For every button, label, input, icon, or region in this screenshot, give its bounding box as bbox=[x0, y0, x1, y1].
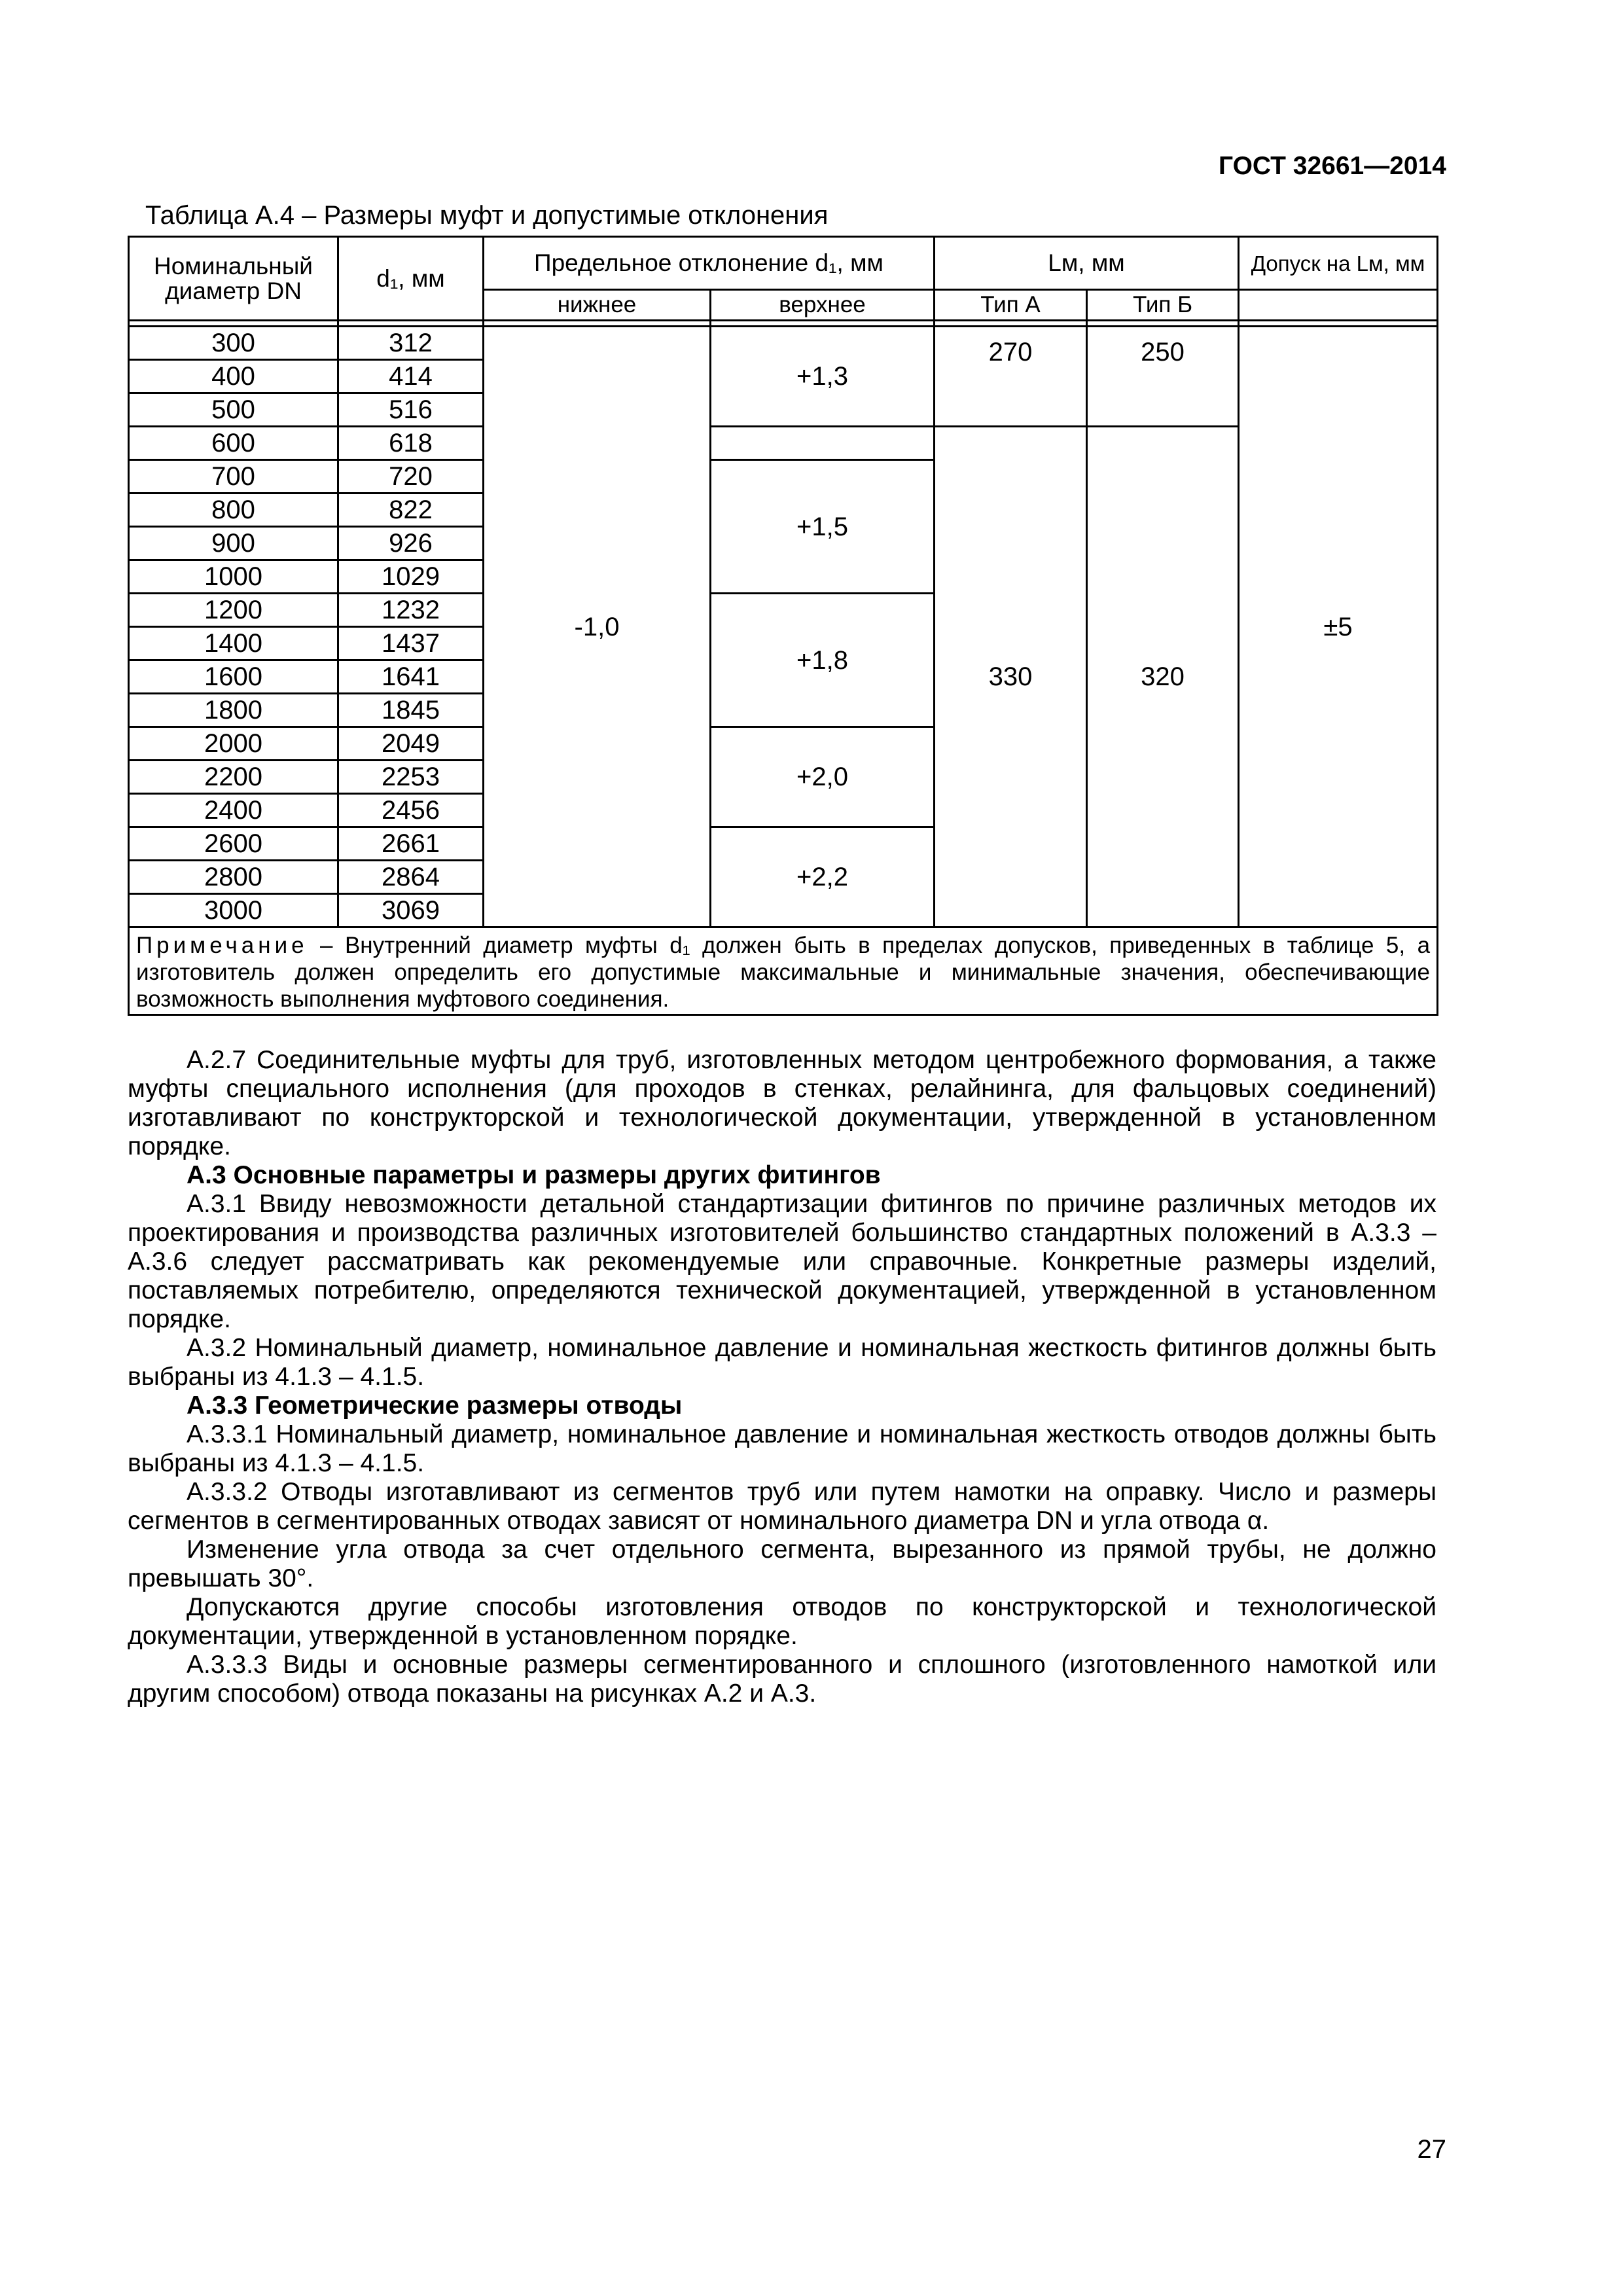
note-text: – Внутренний диаметр муфты d₁ должен быть в пределах допусков, приведенных в таблице 5, а изготовитель должен определить его допустимые максимальные и минимальные значения, обеспечивающие возможность выполнения муфтового соединения. bbox=[136, 933, 1431, 1012]
cell-d1: 2253 bbox=[338, 761, 484, 794]
cell-upper-deviation: +1,5 bbox=[711, 460, 935, 594]
cell-d1: 926 bbox=[338, 527, 484, 560]
cell-upper-deviation: +2,2 bbox=[711, 827, 935, 927]
header-lower: нижнее bbox=[484, 290, 711, 321]
table-caption: Таблица А.4 – Размеры муфт и допустимые отклонения bbox=[145, 201, 829, 230]
cell-dn: 300 bbox=[129, 327, 338, 360]
body-text bbox=[128, 1046, 1436, 1708]
cell-dn: 3000 bbox=[129, 894, 338, 927]
header-type-a: Тип А bbox=[935, 290, 1087, 321]
cell-dn: 500 bbox=[129, 393, 338, 427]
cell-dn: 1000 bbox=[129, 560, 338, 594]
cell-d1: 1232 bbox=[338, 594, 484, 627]
cell-d1: 2049 bbox=[338, 727, 484, 761]
cell-dn: 800 bbox=[129, 493, 338, 527]
cell-d1: 822 bbox=[338, 493, 484, 527]
cell-d1: 1437 bbox=[338, 627, 484, 660]
cell-dn: 2000 bbox=[129, 727, 338, 761]
paragraph: Допускаются другие способы изготовления отводов по конструкторской и технологической документации, утвержденной в установленном порядке. bbox=[128, 1593, 1436, 1650]
paragraph: Изменение угла отвода за счет отдельного сегмента, вырезанного из прямой трубы, не должно превышать 30°. bbox=[128, 1535, 1436, 1592]
paragraph: А.3.1 Ввиду невозможности детальной стандартизации фитингов по причине различных методов их проектирования и производства различных изготовителей большинство стандартных положений в А.3.3 – А.3.6 следует рассматривать как рекомендуемые или справочные. Конкретные размеры изделий, поставляемых потребителю, определяются технической документацией, утвержденной в установленном порядке. bbox=[128, 1190, 1436, 1333]
table-note bbox=[129, 927, 1438, 1015]
paragraph: А.3.3.2 Отводы изготавливают из сегментов труб или путем намотки на оправку. Число и размеры сегментов в сегментированных отводах зависят от номинального диаметра DN и угла отвода α. bbox=[128, 1478, 1436, 1535]
cell-upper-deviation: +1,3 bbox=[711, 327, 935, 427]
cell-dn: 400 bbox=[129, 360, 338, 393]
cell-d1: 3069 bbox=[338, 894, 484, 927]
header-nominal-diameter: Номинальный диаметр DN bbox=[129, 237, 338, 321]
cell-lm-type-a: 330 bbox=[935, 427, 1087, 927]
cell-d1: 2661 bbox=[338, 827, 484, 861]
cell-lm-type-a: 270 bbox=[935, 327, 1087, 427]
header-tolerance-sub bbox=[1239, 290, 1438, 321]
cell-dn: 2400 bbox=[129, 794, 338, 827]
paragraph: А.3.3.1 Номинальный диаметр, номинальное давление и номинальная жесткость отводов должны быть выбраны из 4.1.3 – 4.1.5. bbox=[128, 1420, 1436, 1477]
cell-lm-type-b: 320 bbox=[1087, 427, 1239, 927]
cell-lower-deviation: -1,0 bbox=[484, 327, 711, 927]
paragraph: А.3.3.3 Виды и основные размеры сегментированного и сплошного (изготовленного намоткой или другим способом) отвода показаны на рисунках А.2 и А.3. bbox=[128, 1651, 1436, 1708]
cell-upper-deviation: +2,0 bbox=[711, 727, 935, 827]
cell-d1: 618 bbox=[338, 427, 484, 460]
cell-dn: 2600 bbox=[129, 827, 338, 861]
page-number: 27 bbox=[1417, 2135, 1446, 2164]
cell-d1: 720 bbox=[338, 460, 484, 493]
header-d1: d₁, мм bbox=[338, 237, 484, 321]
cell-dn: 1600 bbox=[129, 660, 338, 694]
paragraph: А.2.7 Соединительные муфты для труб, изготовленных методом центробежного формования, а также муфты специального исполнения (для проходов в стенках, релайнинга, для фальцовых соединений) изготавливают по конструкторской и технологической документации, утвержденной в установленном порядке. bbox=[128, 1046, 1436, 1160]
cell-d1: 516 bbox=[338, 393, 484, 427]
cell-dn: 1400 bbox=[129, 627, 338, 660]
cell-d1: 312 bbox=[338, 327, 484, 360]
cell-d1: 2864 bbox=[338, 861, 484, 894]
cell-d1: 1029 bbox=[338, 560, 484, 594]
section-heading: А.3.3 Геометрические размеры отводы bbox=[187, 1391, 683, 1420]
cell-upper-empty bbox=[711, 427, 935, 460]
cell-upper-deviation: +1,8 bbox=[711, 594, 935, 727]
header-type-b: Тип Б bbox=[1087, 290, 1239, 321]
cell-lm-type-b: 250 bbox=[1087, 327, 1239, 427]
dimensions-table bbox=[128, 236, 1438, 1016]
header-lm: Lм, мм bbox=[935, 237, 1239, 290]
cell-tolerance: ±5 bbox=[1239, 327, 1438, 927]
paragraph: А.3.2 Номинальный диаметр, номинальное давление и номинальная жесткость фитингов должны быть выбраны из 4.1.3 – 4.1.5. bbox=[128, 1334, 1436, 1391]
note-label: Примечание bbox=[136, 933, 308, 958]
cell-dn: 600 bbox=[129, 427, 338, 460]
cell-d1: 2456 bbox=[338, 794, 484, 827]
cell-dn: 2200 bbox=[129, 761, 338, 794]
header-deviation: Предельное отклонение d₁, мм bbox=[484, 237, 935, 290]
header-tolerance: Допуск на Lм, мм bbox=[1239, 237, 1438, 290]
section-heading: А.3 Основные параметры и размеры других фитингов bbox=[187, 1161, 881, 1189]
cell-dn: 700 bbox=[129, 460, 338, 493]
document-code: ГОСТ 32661—2014 bbox=[1219, 152, 1446, 180]
cell-d1: 414 bbox=[338, 360, 484, 393]
cell-d1: 1641 bbox=[338, 660, 484, 694]
cell-dn: 1200 bbox=[129, 594, 338, 627]
header-upper: верхнее bbox=[711, 290, 935, 321]
cell-d1: 1845 bbox=[338, 694, 484, 727]
cell-dn: 900 bbox=[129, 527, 338, 560]
cell-dn: 1800 bbox=[129, 694, 338, 727]
cell-dn: 2800 bbox=[129, 861, 338, 894]
